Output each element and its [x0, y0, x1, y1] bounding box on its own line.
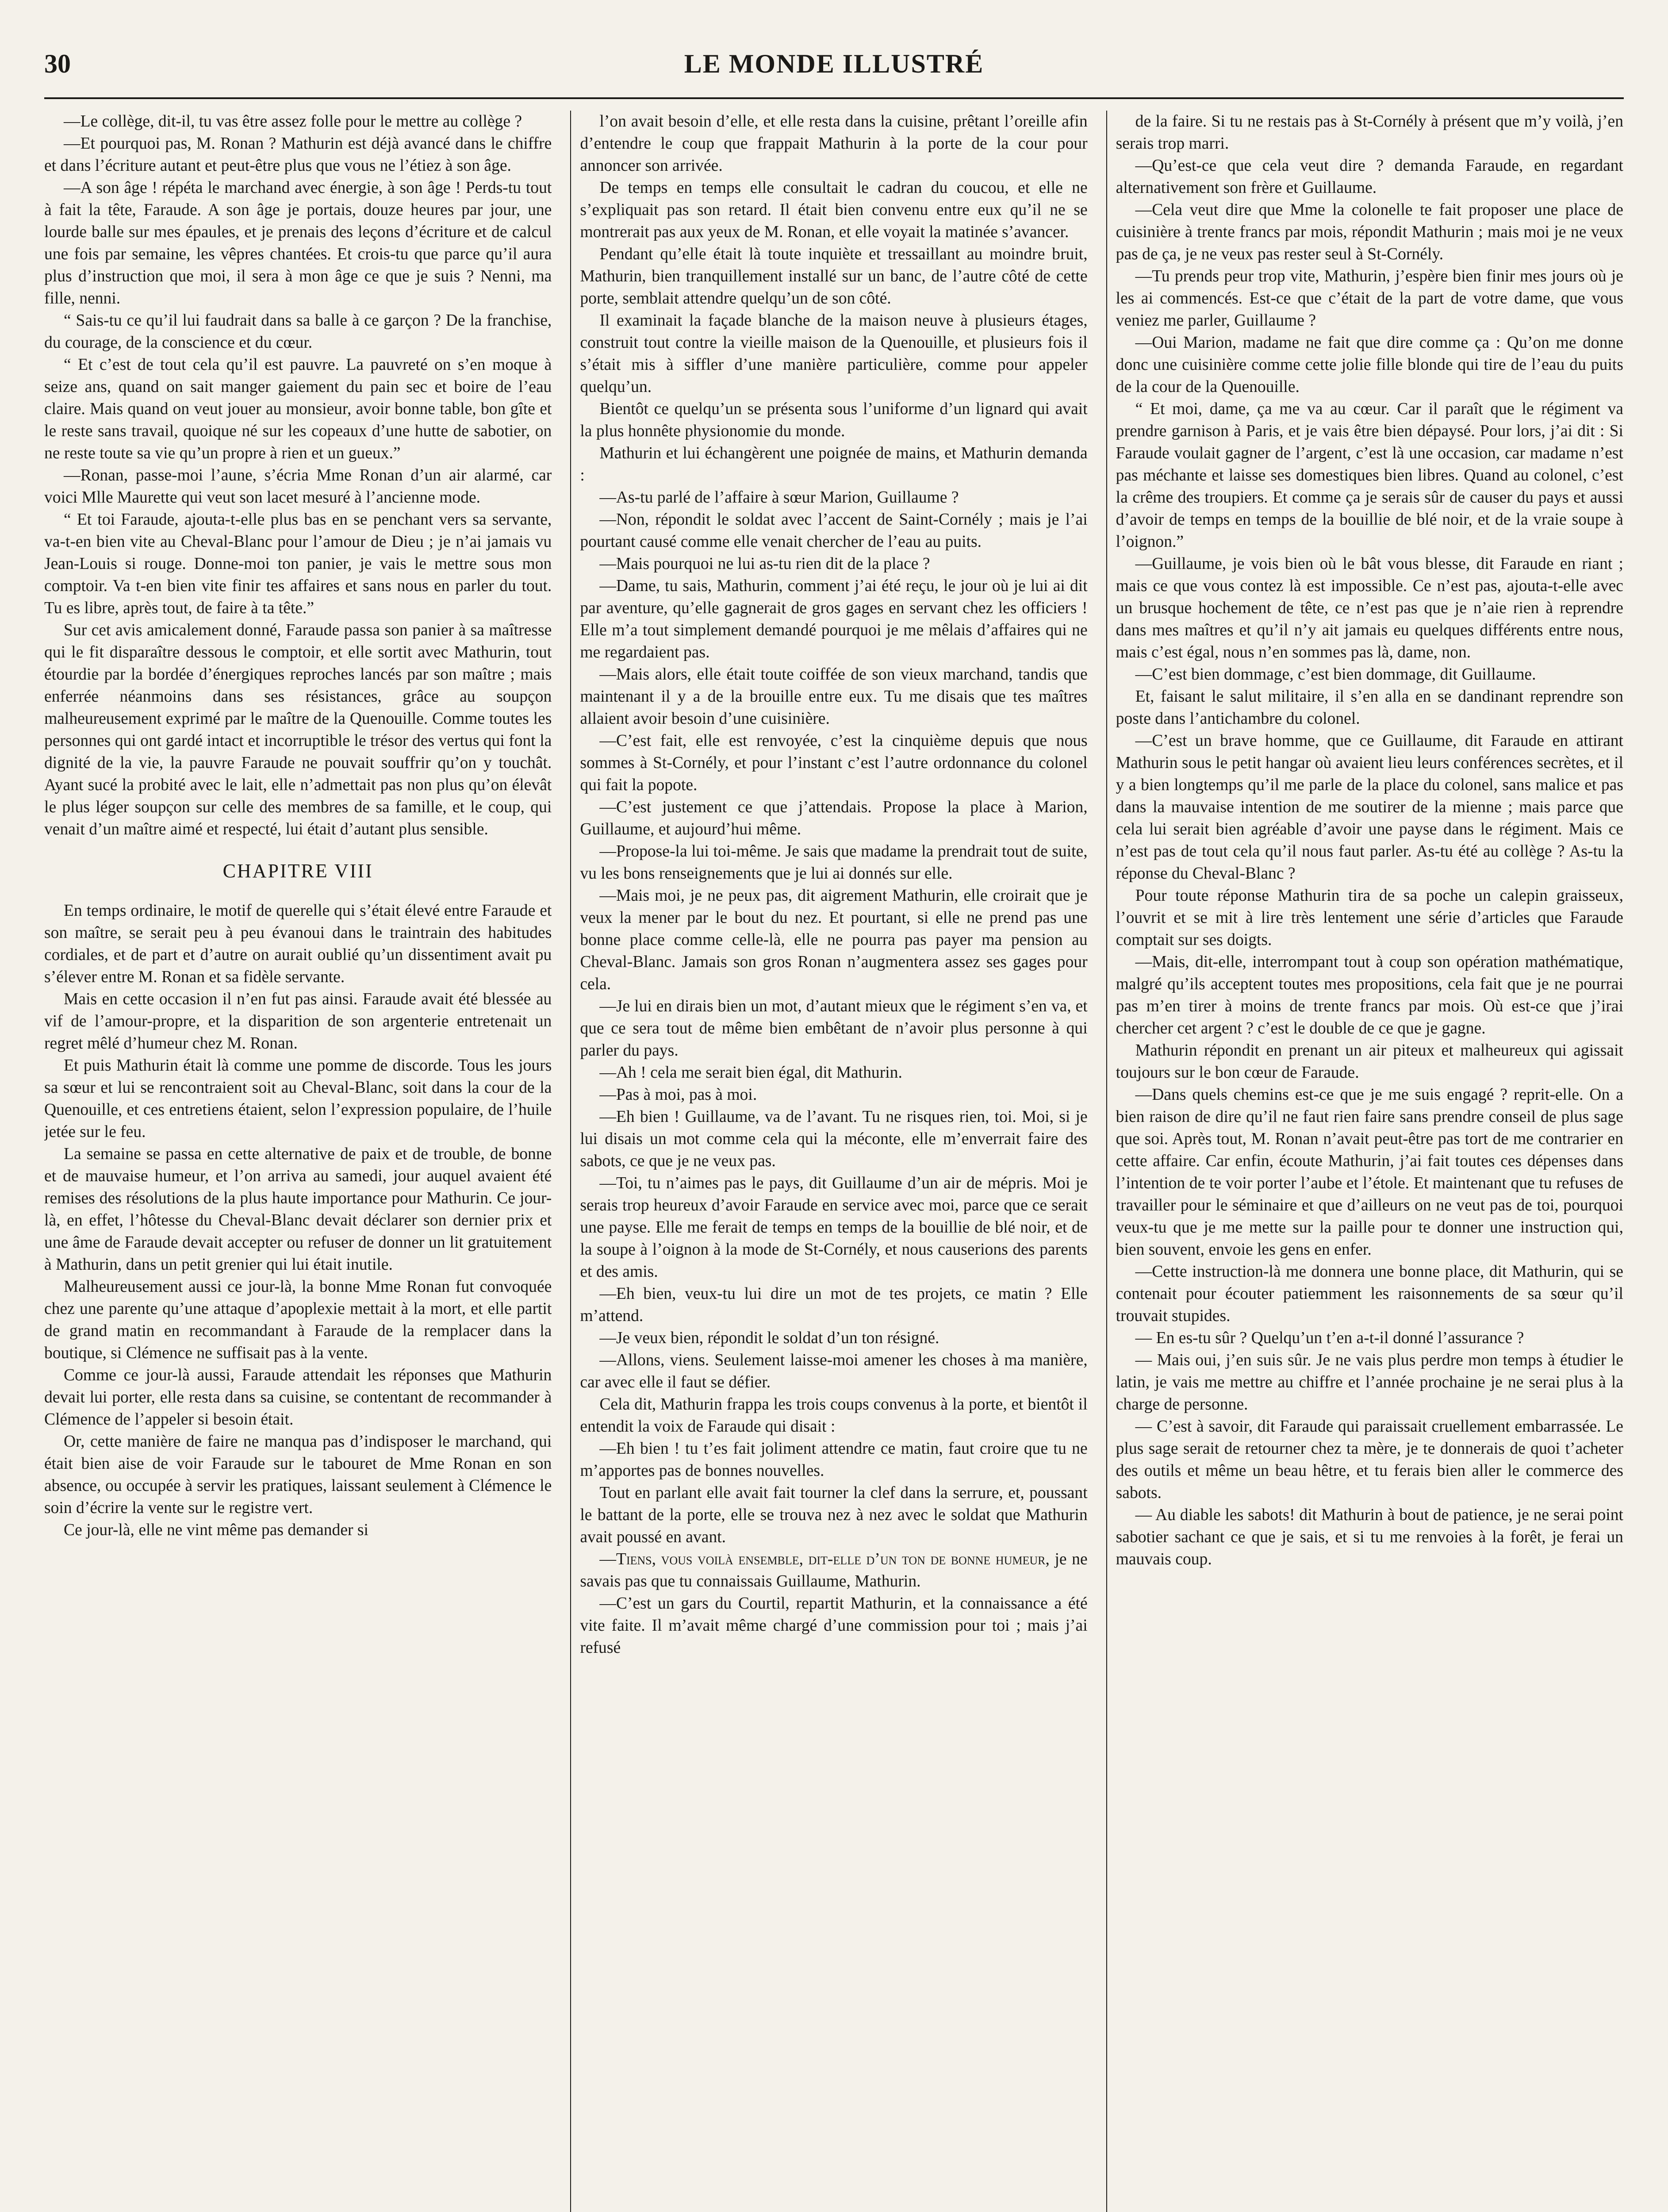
paragraph: De temps en temps elle consultait le cadran du coucou, et elle ne s’expliquait pas son retard. Il était bien convenu entre eux qu’il ne se montrerait pas aux yeux de M. Ronan, et elle voyait la matinée s’avancer.	[580, 179, 1088, 241]
column-middle	[570, 111, 1087, 2212]
smallcaps-lead: —Tiens, vous voilà ensemble, dit-elle d’un ton de bonne humeur,	[599, 1550, 1050, 1568]
paragraph: Bientôt ce quelqu’un se présenta sous l’uniforme d’un lignard qui avait la plus honnête physionomie du monde.	[580, 400, 1088, 440]
paragraph: —Eh bien ! Guillaume, va de l’avant. Tu ne risques rien, toi. Moi, si je lui disais un mot comme cela qui la méconte, elle m’enverrait faire des sabots, ce que je ne veux pas.	[580, 1108, 1088, 1170]
paragraph: Comme ce jour-là aussi, Faraude attendait les réponses que Mathurin devait lui porter, elle resta dans sa cuisine, se contentant de recommander à Clémence de l’appeler si besoin était.	[44, 1366, 552, 1429]
paragraph: —C’est justement ce que j’attendais. Propose la place à Marion, Guillaume, et aujourd’hui même.	[580, 798, 1088, 838]
masthead	[44, 44, 1624, 99]
paragraph: —C’est un gars du Courtil, repartit Mathurin, et la connaissance a été vite faite. Il m’avait même chargé d’une commission pour toi ; mais j’ai refusé	[580, 1594, 1088, 1657]
paragraph: — Mais oui, j’en suis sûr. Je ne vais plus perdre mon temps à étudier le latin, je vais me mettre au chiffre et l’année prochaine je ne serai plus à la charge de personne.	[1116, 1351, 1623, 1413]
text-columns	[44, 111, 1623, 2212]
paragraph: —Je lui en dirais bien un mot, d’autant mieux que le régiment s’en va, et que ce sera tout de même bien embêtant de n’avoir plus personne à qui parler du pays.	[580, 997, 1088, 1060]
paragraph: Sur cet avis amicalement donné, Faraude passa son panier à sa maîtresse qui le fit disparaître dessous le comptoir, et elle sortit avec Mathurin, tout étourdie par la bordée d’énergiques reproches lancés par son maître ; mais enferrée néanmoins dans ses résistances, grâce au soupçon malheureusement exprimé par le maître de la Quenouille. Comme toutes les personnes qui ont gardé intact et incorruptible le trésor des vertus qui font la dignité de la vie, la pauvre Faraude ne pouvait souffrir qu’on y touchât. Ayant sucé la probité avec le lait, elle n’admettait pas non plus qu’on élevât le plus léger soupçon sur celle des membres de sa famille, et le coup, qui venait d’un maître aimé et respecté, lui était d’autant plus sensible.	[44, 621, 552, 838]
paragraph: —Allons, viens. Seulement laisse-moi amener les choses à ma manière, car avec elle il faut se défier.	[580, 1351, 1088, 1391]
paragraph: —C’est un brave homme, que ce Guillaume, dit Faraude en attirant Mathurin sous le petit hangar où avaient lieu leurs conférences secrètes, et il y a bien longtemps qu’il me parle de la place du colonel, sans malice et pas dans la mauvaise intention de me soutirer de la mienne ; mais parce que cela lui serait bien agréable d’avoir une payse dans le régiment. Mais ce n’est pas de tout cela qu’il nous faut parler. As-tu été au collège ? As-tu la réponse du Cheval-Blanc ?	[1116, 732, 1623, 883]
paragraph: Pour toute réponse Mathurin tira de sa poche un calepin graisseux, l’ouvrit et se mit à lire très lentement une série d’articles que Faraude comptait sur ses doigts.	[1116, 887, 1623, 949]
paragraph: “ Et moi, dame, ça me va au cœur. Car il paraît que le régiment va prendre garnison à Paris, et je vais être bien dépaysé. Pour lors, j’ai dit : Si Faraude voulait gagner de l’argent, c’est là une occasion, car madame n’est pas méchante et laisse ses domestiques bien libres. Quand au colonel, c’est la crême des troupiers. Et comme ça je serais sûr de causer du pays et aussi d’avoir de temps en temps de la bouillie de blé noir, et de la vraie soupe à l’oignon.”	[1116, 400, 1623, 551]
paragraph: Il examinait la façade blanche de la maison neuve à plusieurs étages, construit tout contre la vieille maison de la Quenouille, et plusieurs fois il s’était mis à siffler d’une manière particulière, comme pour appeler quelqu’un.	[580, 311, 1088, 396]
column-left	[44, 111, 552, 2212]
paragraph: —Eh bien, veux-tu lui dire un mot de tes projets, ce matin ? Elle m’attend.	[580, 1285, 1088, 1325]
paragraph: Mais en cette occasion il n’en fut pas ainsi. Faraude avait été blessée au vif de l’amour-propre, et la disparition de son argenterie entretenait un regret mêlé d’humeur chez M. Ronan.	[44, 990, 552, 1052]
paragraph: Et, faisant le salut militaire, il s’en alla en se dandinant reprendre son poste dans l’antichambre du colonel.	[1116, 687, 1623, 728]
paragraph: —Et pourquoi pas, M. Ronan ? Mathurin est déjà avancé dans le chiffre et dans l’écriture autant et peut-être plus que vous ne l’étiez à son âge.	[44, 134, 552, 175]
paragraph: —Dame, tu sais, Mathurin, comment j’ai été reçu, le jour où je lui ai dit par aventure, qu’elle gagnerait de gros gages en servant chez les officiers ! Elle m’a tout simplement demandé pourquoi je me mêlais d’affaires qui ne me regardaient pas.	[580, 577, 1088, 661]
paragraph: —Eh bien ! tu t’es fait joliment attendre ce matin, faut croire que tu ne m’apportes pas de bonnes nouvelles.	[580, 1440, 1088, 1480]
paragraph: —C’est fait, elle est renvoyée, c’est la cinquième depuis que nous sommes à St-Cornély, et pour l’instant c’est l’autre ordonnance du colonel qui fait la popote.	[580, 732, 1088, 794]
paragraph: —Guillaume, je vois bien où le bât vous blesse, dit Faraude en riant ; mais ce que vous contez là est impossible. Ce n’est pas, ajouta-t-elle avec un brusque hochement de tête, ce n’est pas que je n’aie rien à reprendre dans mes maîtres et qu’il n’y ait jamais eu quelques différents entre nous, mais c’est égal, nous n’en sommes pas là, dame, non.	[1116, 555, 1623, 661]
paragraph	[580, 1548, 1087, 1593]
paragraph: —Mais alors, elle était toute coiffée de son vieux marchand, tandis que maintenant il y a de la brouille entre eux. Tu me disais que tes maîtres allaient avoir besoin d’une cuisinière.	[580, 665, 1088, 728]
paragraph: En temps ordinaire, le motif de querelle qui s’était élevé entre Faraude et son maître, se serait peu à peu évanoui dans le traintrain des habitudes cordiales, et de part et d’autre on aurait oublié qu’un dissentiment avait pu s’élever entre M. Ronan et sa fidèle servante.	[44, 902, 552, 986]
paragraph: —Propose-la lui toi-même. Je sais que madame la prendrait tout de suite, vu les bons renseignements que je lui ai donnés sur elle.	[580, 842, 1088, 883]
paragraph: Ce jour-là, elle ne vint même pas demander si	[64, 1521, 368, 1539]
paragraph: l’on avait besoin d’elle, et elle resta dans la cuisine, prêtant l’oreille afin d’entendre le coup que frappait Mathurin à la porte de la cour pour annoncer son arrivée.	[580, 112, 1088, 175]
paragraph: — C’est à savoir, dit Faraude qui paraissait cruellement embarrassée. Le plus sage serait de retourner chez ta mère, je te donnerais de quoi t’acheter des outils et même un beau hêtre, et tu ferais bien aller le commerce des sabots.	[1116, 1417, 1623, 1502]
paragraph: —Pas à moi, pas à moi.	[599, 1086, 757, 1104]
paragraph-rest: je ne savais pas que tu connaissais Guillaume, Mathurin.	[580, 1550, 1088, 1590]
paragraph: —Qu’est-ce que cela veut dire ? demanda Faraude, en regardant alternativement son frère et Guillaume.	[1116, 157, 1623, 197]
journal-title: LE MONDE ILLUSTRÉ	[684, 49, 984, 78]
paragraph: —Mais pourquoi ne lui as-tu rien dit de la place ?	[599, 555, 930, 573]
column-right	[1106, 111, 1623, 2212]
chapter-heading: CHAPITRE VIII	[222, 860, 373, 882]
paragraph: —Mais, dit-elle, interrompant tout à coup son opération mathématique, malgré qu’ils acceptent toutes mes propositions, cela fait que je ne pourrai pas m’en tirer à moins de trente francs par mois. Où est-ce que j’irai chercher cet argent ? c’est le double de ce que je gagne.	[1116, 953, 1623, 1037]
paragraph: “ Et c’est de tout cela qu’il est pauvre. La pauvreté on s’en moque à seize ans, quand on sait manger gaiement du pain sec et boire de l’eau claire. Mais quand on veut jouer au monsieur, avoir bonne table, bon gîte et le reste sans travail, quoique né sur les copeaux d’une hutte de sabotier, on ne reste toute sa vie qu’un propre à rien et un gueux.”	[44, 356, 552, 462]
paragraph: —As-tu parlé de l’affaire à sœur Marion, Guillaume ?	[599, 488, 959, 507]
paragraph: de la faire. Si tu ne restais pas à St-Cornély à présent que m’y voilà, j’en serais trop marri.	[1116, 112, 1623, 153]
paragraph: Pendant qu’elle était là toute inquiète et tressaillant au moindre bruit, Mathurin, bien tranquillement installé sur un banc, de l’autre côté de cette porte, semblait attendre quelqu’un de son côté.	[580, 245, 1088, 307]
paragraph: La semaine se passa en cette alternative de paix et de trouble, de bonne et de mauvaise humeur, et l’on arriva au samedi, jour auquel avaient été remises des résolutions de la plus haute importance pour Mathurin. Ce jour-là, en effet, l’hôtesse du Cheval-Blanc devait déclarer son dernier prix et une âme de Faraude devait accepter ou refuser de donner un lit gratuitement à Mathurin, dans un petit grenier qui lui était inutile.	[44, 1145, 552, 1274]
paragraph: —Dans quels chemins est-ce que je me suis engagé ? reprit-elle. On a bien raison de dire qu’il ne faut rien faire sans prendre conseil de plus sage que soi. Après tout, M. Ronan n’avait peut-être pas tort de me contrarier en cette affaire. Car enfin, écoute Mathurin, j’ai fait toutes ces dépenses dans l’intention de te voir porter l’aube et l’étole. Et maintenant que tu refuses de travailler pour le séminaire et que d’ailleurs on ne veut pas de toi, pourquoi veux-tu que je me mette sur la paille pour te donner une instruction qui, bien souvent, envoie les gens en enfer.	[1116, 1086, 1623, 1259]
paragraph: Mathurin et lui échangèrent une poignée de mains, et Mathurin demanda :	[580, 444, 1088, 484]
paragraph: Tout en parlant elle avait fait tourner la clef dans la serrure, et, poussant le battant de la porte, elle se trouva nez à nez avec le soldat que Mathurin avait poussé en avant.	[580, 1484, 1088, 1546]
paragraph: —Cette instruction-là me donnera une bonne place, dit Mathurin, qui se contenait pour écouter patiemment les raisonnements de sa sœur qu’il trouvait stupides.	[1116, 1263, 1623, 1325]
paragraph: Mathurin répondit en prenant un air piteux et malheureux qui agissait toujours sur le bon cœur de Faraude.	[1116, 1041, 1623, 1082]
paragraph: —C’est bien dommage, c’est bien dommage, dit Guillaume.	[1135, 665, 1536, 684]
paragraph: Cela dit, Mathurin frappa les trois coups convenus à la porte, et bientôt il entendit la voix de Faraude qui disait :	[580, 1395, 1088, 1436]
paragraph: Or, cette manière de faire ne manqua pas d’indisposer le marchand, qui était bien aise de voir Faraude sur le tabouret de Mme Ronan en son absence, ou occupée à servir les pratiques, laissant seulement à Clémence le soin d’écrire la vente sur le registre vert.	[44, 1432, 552, 1517]
paragraph: —Ronan, passe-moi l’aune, s’écria Mme Ronan d’un air alarmé, car voici Mlle Maurette qui veut son lacet mesuré à l’ancienne mode.	[44, 466, 552, 507]
paragraph: —Je veux bien, répondit le soldat d’un ton résigné.	[599, 1329, 939, 1347]
paragraph: —Oui Marion, madame ne fait que dire comme ça : Qu’on me donne donc une cuisinière comme cette jolie fille blonde qui tire de l’eau du puits de la cour de la Quenouille.	[1116, 334, 1623, 396]
paragraph: —Ah ! cela me serait bien égal, dit Mathurin.	[599, 1064, 902, 1082]
paragraph: —Mais moi, je ne peux pas, dit aigrement Mathurin, elle croirait que je veux la mener par le bout du nez. Et pourtant, si elle ne prend pas une bonne place comme celle-là, elle ne pourra pas payer ma pension au Cheval-Blanc. Jamais son gros Ronan n’augmentera assez ses gages pour cela.	[580, 887, 1088, 993]
paragraph: —A son âge ! répéta le marchand avec énergie, à son âge ! Perds-tu tout à fait la tête, Faraude. A son âge je portais, douze heures par jour, une lourde balle sur mes épaules, et je prenais des leçons d’écriture et de calcul une fois par semaine, les vêpres chantées. Et crois-tu que parce qu’il aura plus d’instruction que moi, il sera à mon âge ce que je suis ? Nenni, ma fille, nenni.	[44, 179, 552, 307]
paragraph: —Toi, tu n’aimes pas le pays, dit Guillaume d’un air de mépris. Moi je serais trop heureux d’avoir Faraude en service avec moi, parce que ce serait une payse. Elle me ferait de temps en temps de la bouillie de blé noir, et de la soupe à l’oignon à la mode de St-Cornély, et nous causerions des parents et des amis.	[580, 1174, 1088, 1281]
paragraph: — En es-tu sûr ? Quelqu’un t’en a-t-il donné l’assurance ?	[1135, 1329, 1524, 1347]
paragraph: —Tu prends peur trop vite, Mathurin, j’espère bien finir mes jours où je les ai commencés. Est-ce que c’était de la part de votre dame, que vous veniez me parler, Guillaume ?	[1116, 267, 1623, 330]
paragraph: “ Sais-tu ce qu’il lui faudrait dans sa balle à ce garçon ? De la franchise, du courage, de la conscience et du cœur.	[44, 311, 552, 352]
page-number: 30	[44, 49, 71, 78]
paragraph: —Non, répondit le soldat avec l’accent de Saint-Cornély ; mais je l’ai pourtant causé comme elle venait chercher de l’eau au puits.	[580, 511, 1088, 551]
paragraph: — Au diable les sabots! dit Mathurin à bout de patience, je ne serai point sabotier sachant ce que je sais, et si tu me renvoies à la forêt, je ferai un mauvais coup.	[1116, 1506, 1623, 1568]
paragraph: Malheureusement aussi ce jour-là, la bonne Mme Ronan fut convoquée chez une parente qu’une attaque d’apoplexie mettait à la mort, et elle partit de grand matin en recommandant à Faraude de la remplacer dans la boutique, si Clémence ne suffisait pas à la vente.	[44, 1278, 552, 1362]
paragraph: —Le collège, dit-il, tu vas être assez folle pour le mettre au collège ?	[64, 112, 522, 131]
paragraph: “ Et toi Faraude, ajouta-t-elle plus bas en se penchant vers sa servante, va-t-en bien vite au Cheval-Blanc pour l’amour de Dieu ; je n’ai jamais vu Jean-Louis si rouge. Donne-moi ton panier, je vais le mettre sous mon comptoir. Va t-en bien vite finir tes affaires et sans nous en parler du tout. Tu es libre, après tout, de faire à ta tête.”	[44, 511, 552, 617]
paragraph: Et puis Mathurin était là comme une pomme de discorde. Tous les jours sa sœur et lui se rencontraient soit au Cheval-Blanc, soit dans la cour de la Quenouille, et ces entretiens étaient, selon l’expression populaire, de l’huile jetée sur le feu.	[44, 1056, 552, 1141]
paragraph: —Cela veut dire que Mme la colonelle te fait proposer une place de cuisinière à trente francs par mois, répondit Mathurin ; mais moi je ne veux pas de ça, je ne veux pas rester seul à St-Cornély.	[1116, 201, 1623, 263]
